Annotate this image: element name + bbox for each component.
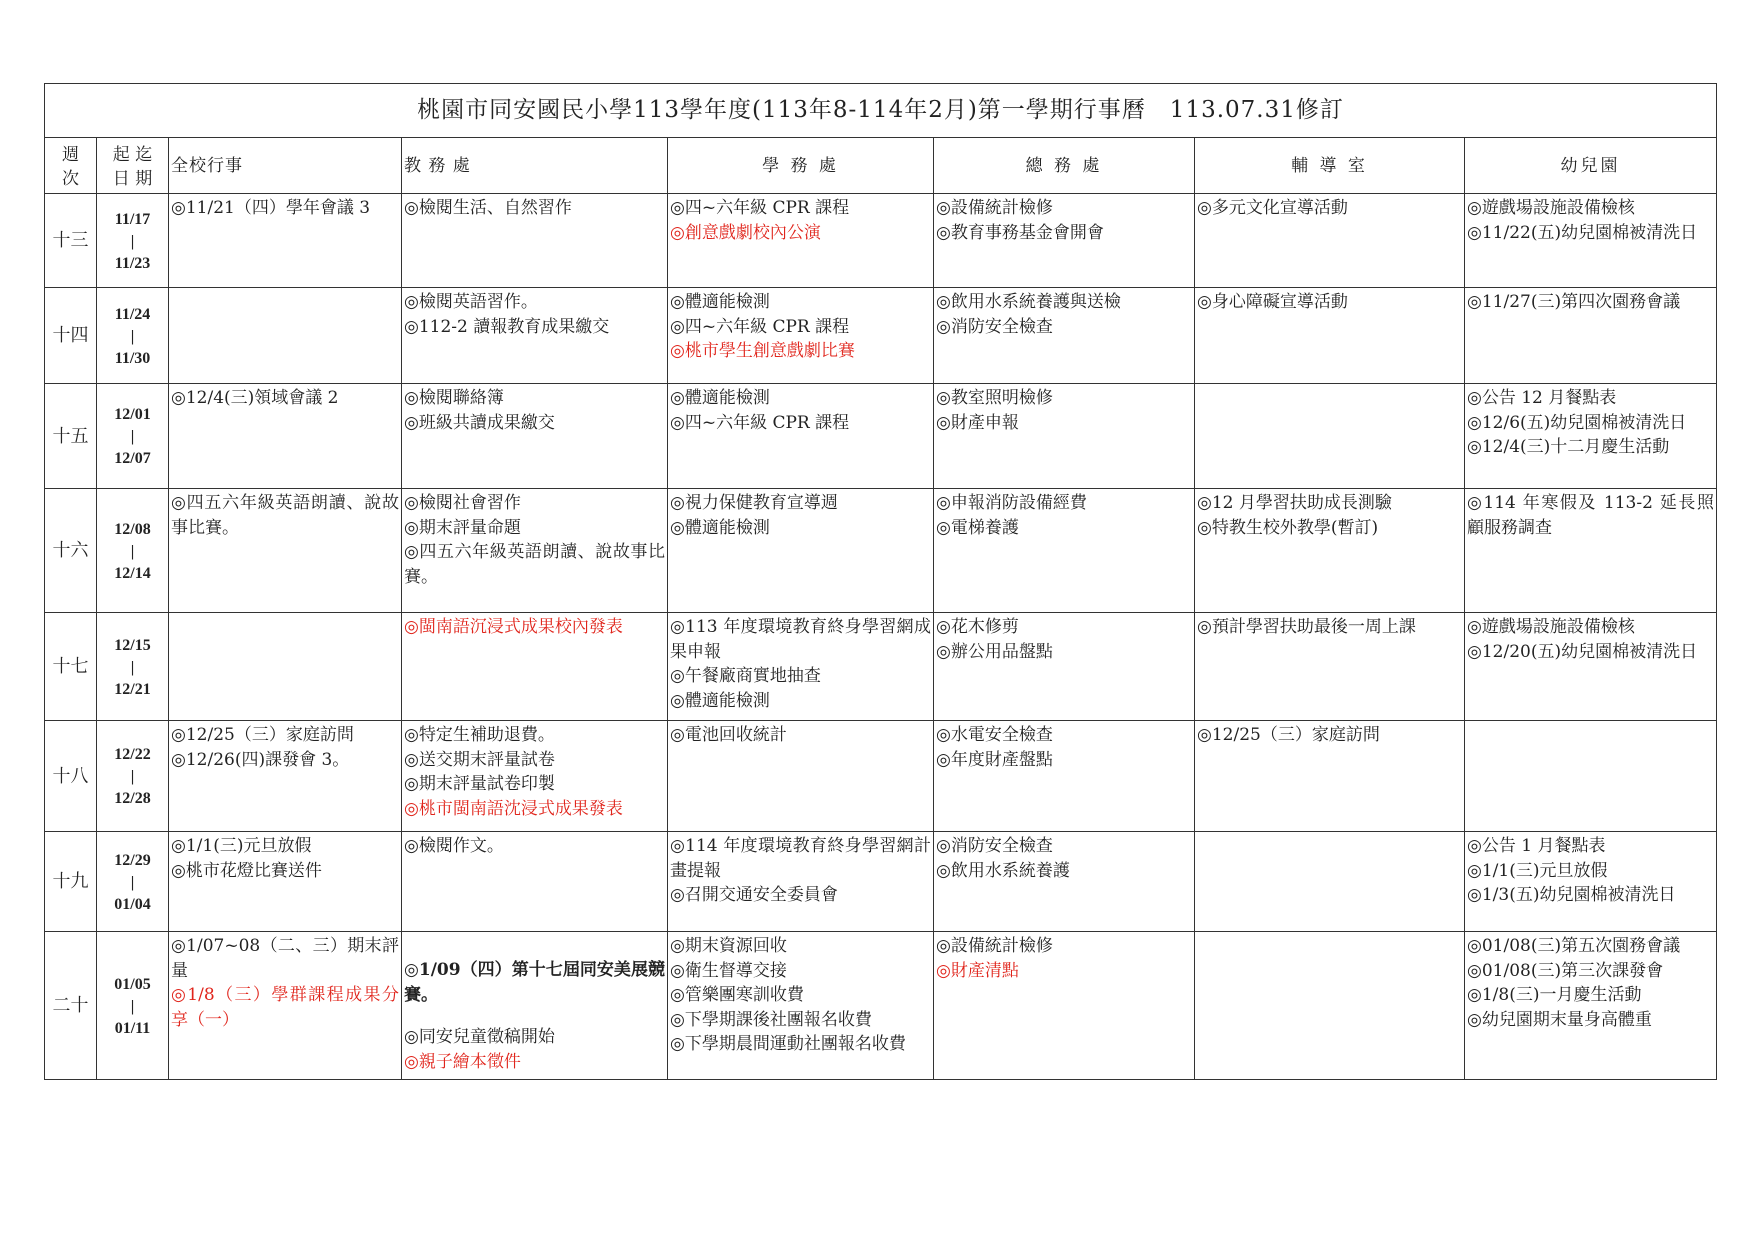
header-general: 總 務 處	[934, 138, 1195, 194]
date-range: 12/29 | 01/04	[97, 832, 169, 932]
academic-events: ◎特定生補助退費。 ◎送交期末評量試卷 ◎期末評量試卷印製 ◎桃市閩南語沈浸式成果發表	[402, 721, 668, 832]
calendar-table	[44, 83, 1717, 1080]
week-row	[45, 932, 1717, 1080]
week-row	[45, 489, 1717, 613]
general-events: ◎水電安全檢查 ◎年度財產盤點	[934, 721, 1195, 832]
week-number: 十九	[45, 832, 97, 932]
school-events: ◎1/1(三)元旦放假 ◎桃市花燈比賽送件	[169, 832, 402, 932]
general-events: ◎花木修剪 ◎辦公用品盤點	[934, 613, 1195, 721]
header-kinder: 幼兒園	[1465, 138, 1717, 194]
header-date: 起 迄 日 期	[97, 138, 169, 194]
header-school: 全校行事	[169, 138, 402, 194]
student-events: ◎114 年度環境教育終身學習網計畫提報 ◎召開交通安全委員會	[668, 832, 934, 932]
header-week: 週 次	[45, 138, 97, 194]
date-range: 12/22 | 12/28	[97, 721, 169, 832]
academic-events: ◎檢閱英語習作。 ◎112-2 讀報教育成果繳交	[402, 288, 668, 384]
academic-events: ◎閩南語沉浸式成果校內發表	[402, 613, 668, 721]
date-range: 12/15 | 12/21	[97, 613, 169, 721]
school-events: ◎四五六年級英語朗讀、說故事比賽。	[169, 489, 402, 613]
week-number: 十八	[45, 721, 97, 832]
counsel-events: ◎12/25（三）家庭訪問	[1195, 721, 1465, 832]
counsel-events	[1195, 932, 1465, 1080]
week-row	[45, 384, 1717, 489]
week-number: 十六	[45, 489, 97, 613]
counsel-events: ◎多元文化宣導活動	[1195, 194, 1465, 288]
header-academic: 教 務 處	[402, 138, 668, 194]
kinder-events	[1465, 721, 1717, 832]
academic-events: ◎檢閱聯絡簿 ◎班級共讀成果繳交	[402, 384, 668, 489]
student-events: ◎四~六年級 CPR 課程 ◎創意戲劇校內公演	[668, 194, 934, 288]
header-row	[45, 138, 1717, 194]
school-events: ◎12/25（三）家庭訪問 ◎12/26(四)課發會 3。	[169, 721, 402, 832]
student-events: ◎期末資源回收 ◎衛生督導交接 ◎管樂團寒訓收費 ◎下學期課後社團報名收費 ◎下學期晨間運動社團報名收費	[668, 932, 934, 1080]
week-row	[45, 832, 1717, 932]
kinder-events: ◎遊戲場設施設備檢核 ◎11/22(五)幼兒園棉被清洗日	[1465, 194, 1717, 288]
general-events: ◎飲用水系統養護與送檢 ◎消防安全檢查	[934, 288, 1195, 384]
week-row	[45, 194, 1717, 288]
student-events: ◎體適能檢測 ◎四~六年級 CPR 課程 ◎桃市學生創意戲劇比賽	[668, 288, 934, 384]
academic-events: ◎檢閱社會習作 ◎期末評量命題 ◎四五六年級英語朗讀、說故事比賽。	[402, 489, 668, 613]
general-events: ◎申報消防設備經費 ◎電梯養護	[934, 489, 1195, 613]
week-row	[45, 613, 1717, 721]
header-counsel: 輔 導 室	[1195, 138, 1465, 194]
counsel-events	[1195, 832, 1465, 932]
kinder-events: ◎公告 1 月餐點表 ◎1/1(三)元旦放假 ◎1/3(五)幼兒園棉被清洗日	[1465, 832, 1717, 932]
kinder-events: ◎114 年寒假及 113-2 延長照顧服務調查	[1465, 489, 1717, 613]
general-events: ◎教室照明檢修 ◎財產申報	[934, 384, 1195, 489]
academic-events: ◎檢閱作文。	[402, 832, 668, 932]
date-range: 01/05 | 01/11	[97, 932, 169, 1080]
week-number: 十四	[45, 288, 97, 384]
counsel-events: ◎預計學習扶助最後一周上課	[1195, 613, 1465, 721]
school-events	[169, 288, 402, 384]
kinder-events: ◎公告 12 月餐點表 ◎12/6(五)幼兒園棉被清洗日 ◎12/4(三)十二月慶生活動	[1465, 384, 1717, 489]
kinder-events: ◎遊戲場設施設備檢核 ◎12/20(五)幼兒園棉被清洗日	[1465, 613, 1717, 721]
week-number: 十七	[45, 613, 97, 721]
student-events: ◎113 年度環境教育終身學習網成果申報 ◎午餐廠商實地抽查 ◎體適能檢測	[668, 613, 934, 721]
school-events: ◎11/21（四）學年會議 3	[169, 194, 402, 288]
general-events: ◎設備統計檢修 ◎財產清點	[934, 932, 1195, 1080]
school-events	[169, 613, 402, 721]
date-range: 12/01 | 12/07	[97, 384, 169, 489]
date-range: 12/08 | 12/14	[97, 489, 169, 613]
academic-events: ◎1/09（四）第十七屆同安美展競賽。 ◎同安兒童徵稿開始 ◎親子繪本徵件	[402, 932, 668, 1080]
page-title: 桃園市同安國民小學113學年度(113年8-114年2月)第一學期行事曆 113.07.31修訂	[45, 84, 1717, 138]
academic-events: ◎檢閱生活、自然習作	[402, 194, 668, 288]
school-events: ◎12/4(三)領域會議 2	[169, 384, 402, 489]
header-student: 學 務 處	[668, 138, 934, 194]
general-events: ◎消防安全檢查 ◎飲用水系統養護	[934, 832, 1195, 932]
date-range: 11/24 | 11/30	[97, 288, 169, 384]
week-row	[45, 288, 1717, 384]
student-events: ◎體適能檢測 ◎四~六年級 CPR 課程	[668, 384, 934, 489]
student-events: ◎電池回收統計	[668, 721, 934, 832]
counsel-events: ◎12 月學習扶助成長測驗 ◎特教生校外教學(暫訂)	[1195, 489, 1465, 613]
date-range: 11/17 | 11/23	[97, 194, 169, 288]
counsel-events: ◎身心障礙宣導活動	[1195, 288, 1465, 384]
counsel-events	[1195, 384, 1465, 489]
general-events: ◎設備統計檢修 ◎教育事務基金會開會	[934, 194, 1195, 288]
week-row	[45, 721, 1717, 832]
student-events: ◎視力保健教育宣導週 ◎體適能檢測	[668, 489, 934, 613]
kinder-events: ◎11/27(三)第四次園務會議	[1465, 288, 1717, 384]
school-events: ◎1/07~08（二、三）期末評量 ◎1/8（三）學群課程成果分享（一）	[169, 932, 402, 1080]
week-number: 十三	[45, 194, 97, 288]
week-number: 二十	[45, 932, 97, 1080]
kinder-events: ◎01/08(三)第五次園務會議 ◎01/08(三)第三次課發會 ◎1/8(三)一月慶生活動 ◎幼兒園期末量身高體重	[1465, 932, 1717, 1080]
week-number: 十五	[45, 384, 97, 489]
